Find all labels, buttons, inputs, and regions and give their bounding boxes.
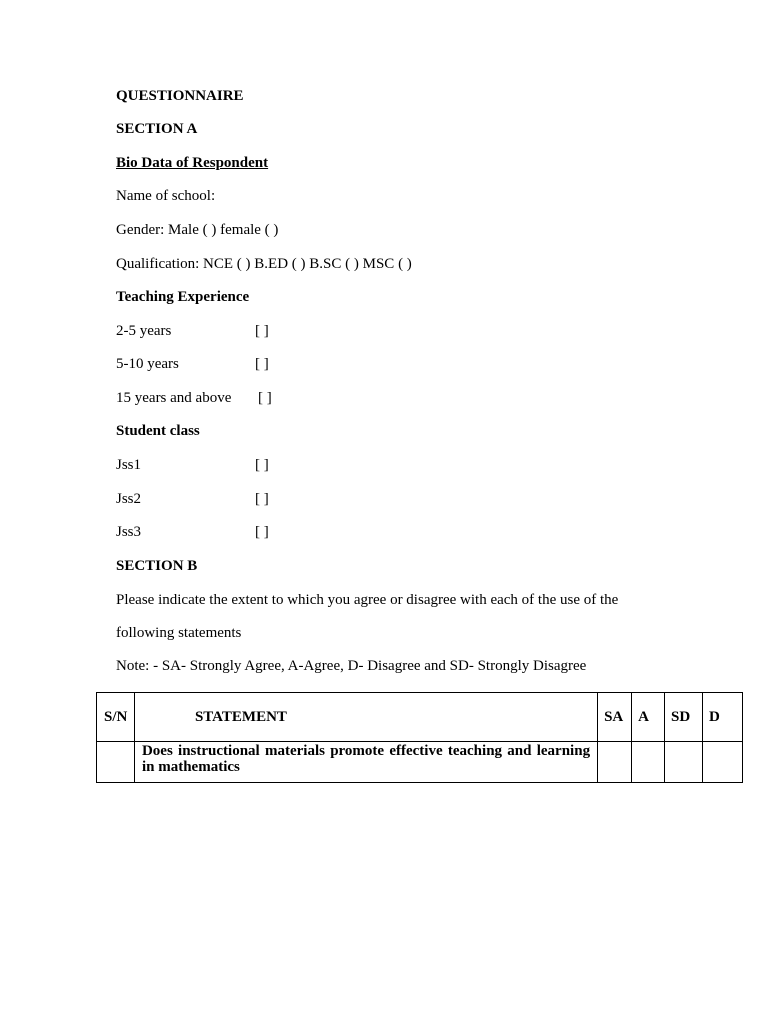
experience-checkbox: [ ] — [258, 390, 272, 406]
header-cell — [598, 693, 632, 742]
student-class-heading: Student class — [116, 423, 200, 439]
class-checkbox: [ ] — [255, 491, 269, 507]
header-sa: SA — [604, 709, 624, 725]
sn-cell — [97, 742, 135, 783]
teaching-experience-heading: Teaching Experience — [116, 289, 250, 305]
section-b-heading: SECTION B — [116, 558, 198, 574]
a-response-cell[interactable] — [632, 742, 665, 783]
school-name-field: Name of school: — [116, 188, 216, 204]
table-header-row — [97, 693, 743, 742]
header-a: A — [638, 709, 649, 725]
gender-field: Gender: Male ( ) female ( ) — [116, 222, 279, 238]
class-option-label: Jss3 — [116, 524, 142, 540]
rating-scale-note: Note: - SA- Strongly Agree, A-Agree, D- Disagree and SD- Strongly Disagree — [116, 658, 587, 674]
header-cell — [134, 693, 597, 742]
experience-checkbox: [ ] — [255, 323, 269, 339]
statement-text: Does instructional materials promote effective teaching and learning in mathematics — [141, 743, 591, 775]
class-checkbox: [ ] — [255, 457, 269, 473]
statement-cell — [134, 742, 597, 783]
header-sd: SD — [671, 709, 691, 725]
header-statement: STATEMENT — [194, 709, 287, 725]
table-row — [97, 742, 743, 783]
qualification-field: Qualification: NCE ( ) B.ED ( ) B.SC ( ) MSC ( ) — [116, 256, 412, 272]
class-option-label: Jss2 — [116, 491, 142, 507]
header-d: D — [709, 709, 720, 725]
sd-response-cell[interactable] — [665, 742, 703, 783]
instruction-text: Please indicate the extent to which you agree or disagree with each of the use of the — [116, 592, 619, 608]
experience-checkbox: [ ] — [255, 356, 269, 372]
header-sn: S/N — [104, 709, 128, 725]
header-cell — [703, 693, 743, 742]
experience-option-label: 15 years and above — [116, 390, 232, 406]
class-checkbox: [ ] — [255, 524, 269, 540]
rating-table — [96, 692, 743, 783]
experience-option-label: 5-10 years — [116, 356, 179, 372]
bio-data-heading: Bio Data of Respondent — [116, 155, 269, 171]
section-a-heading: SECTION A — [116, 121, 198, 137]
questionnaire-title: QUESTIONNAIRE — [116, 88, 244, 104]
d-response-cell[interactable] — [703, 742, 743, 783]
header-cell — [632, 693, 665, 742]
header-cell — [665, 693, 703, 742]
sa-response-cell[interactable] — [598, 742, 632, 783]
instruction-text-continued: following statements — [116, 625, 242, 641]
experience-option-label: 2-5 years — [116, 323, 172, 339]
header-cell — [97, 693, 135, 742]
class-option-label: Jss1 — [116, 457, 142, 473]
